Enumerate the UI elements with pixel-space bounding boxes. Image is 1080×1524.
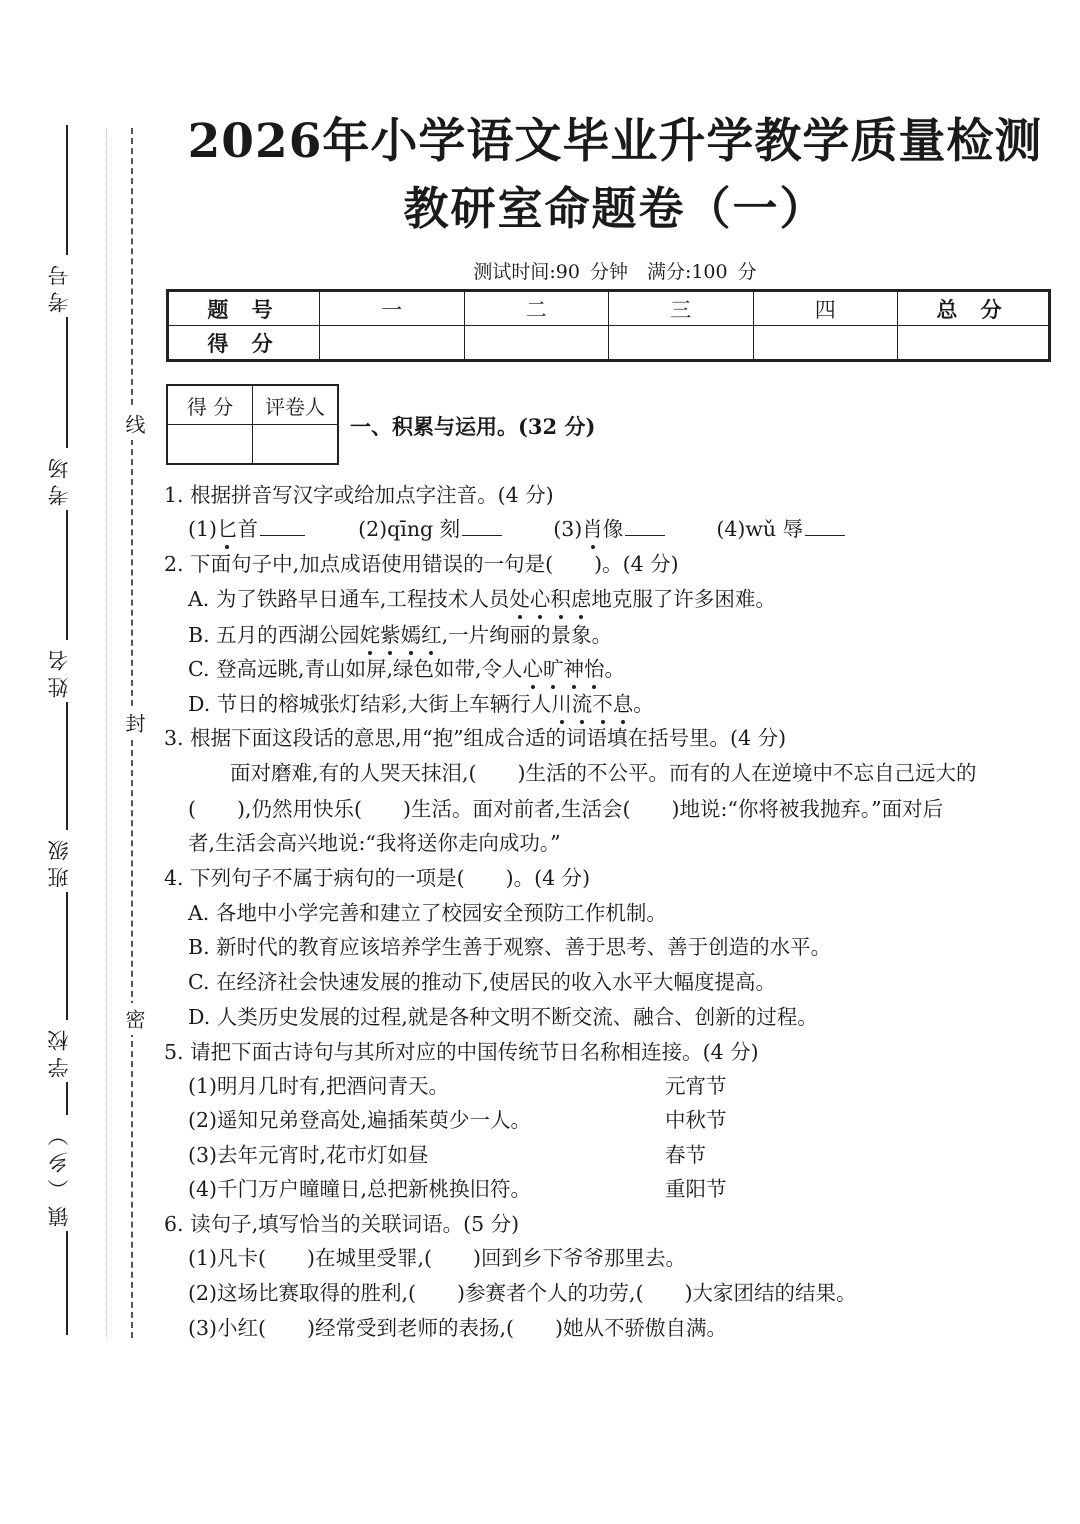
grader-score-label: 得 分 bbox=[167, 385, 253, 425]
answer-blank[interactable] bbox=[805, 534, 845, 536]
option-text: A. 为了铁路早日通车,工程技术人员 bbox=[188, 587, 510, 611]
score-cell-4: 四 bbox=[753, 291, 898, 326]
q5-festival-2[interactable]: 中秋节 bbox=[665, 1108, 727, 1132]
q1-item-b: (2)qīng 刻 bbox=[358, 517, 461, 541]
q1-item-a-prefix: (1) bbox=[188, 517, 218, 541]
option-text: D. 节日的榕城张灯结彩,大街上车辆行人 bbox=[188, 692, 552, 716]
dotted-character: 不 bbox=[592, 687, 613, 717]
q1-item-a-dotted: 匕 bbox=[217, 512, 238, 542]
score-input-1[interactable] bbox=[320, 326, 465, 361]
class-label: 班级 bbox=[44, 830, 74, 892]
question-4-stem: 4. 下列句子不属于病句的一项是( )。(4 分) bbox=[164, 866, 591, 890]
school-label: 学校 bbox=[44, 1020, 74, 1082]
option-text: C. 登高远眺,青山如屏,绿色如带,令人 bbox=[188, 657, 523, 681]
q3-paragraph-line-3: 者,生活会高兴地说:“我将送你走向成功。” bbox=[188, 831, 561, 855]
option-text: 。 bbox=[633, 692, 654, 716]
score-cell-label: 题 号 bbox=[168, 291, 320, 326]
q5-festival-4[interactable]: 重阳节 bbox=[665, 1177, 727, 1201]
dotted-character: 紫 bbox=[380, 618, 401, 648]
q5-festival-3[interactable]: 春节 bbox=[665, 1143, 706, 1167]
answer-blank[interactable] bbox=[260, 534, 305, 536]
question-5-stem: 5. 请把下面古诗句与其所对应的中国传统节日名称相连接。(4 分) bbox=[164, 1040, 759, 1064]
score-cell-2: 二 bbox=[464, 291, 609, 326]
q2-b-idiom bbox=[360, 623, 442, 647]
q1-item-c-suffix: 像 bbox=[602, 517, 624, 541]
town-label: 镇（乡） bbox=[44, 1115, 74, 1231]
grader-name-label: 评卷人 bbox=[253, 385, 339, 425]
dotted-character: 息 bbox=[613, 687, 634, 717]
dotted-character: 川 bbox=[551, 687, 572, 717]
q6-sentence-3: (3)小红( )经常受到老师的表扬,( )她从不骄傲自满。 bbox=[188, 1316, 728, 1340]
dotted-character: 怡 bbox=[584, 652, 605, 682]
grader-box bbox=[166, 384, 339, 465]
dotted-character: 神 bbox=[564, 652, 585, 682]
section-heading: 一、积累与运用。(32 分) bbox=[350, 414, 596, 439]
exam-info: 测试时间:90 分钟 满分:100 分 bbox=[473, 261, 757, 283]
dotted-character: 红 bbox=[421, 618, 442, 648]
q4-option-c: C. 在经济社会快速发展的推动下,使居民的收入水平大幅度提高。 bbox=[188, 970, 777, 994]
dotted-character: 心 bbox=[530, 582, 551, 612]
q6-sentence-1: (1)凡卡( )在城里受罪,( )回到乡下爷爷那里去。 bbox=[188, 1246, 687, 1270]
q2-a-idiom bbox=[509, 587, 591, 611]
question-1-stem: 1. 根据拼音写汉字或给加点字注音。(4 分) bbox=[164, 483, 554, 507]
option-text: B. 五月的西湖公园 bbox=[188, 623, 360, 647]
question-2-stem: 2. 下面句子中,加点成语使用错误的一句是( )。(4 分) bbox=[164, 552, 679, 576]
score-row-label: 得 分 bbox=[168, 326, 320, 361]
score-input-3[interactable] bbox=[609, 326, 754, 361]
question-1-items bbox=[188, 512, 845, 542]
q2-option-a bbox=[188, 582, 776, 612]
q1-item-c-prefix: (3) bbox=[553, 517, 583, 541]
dotted-character: 流 bbox=[572, 687, 593, 717]
binding-dotted-line bbox=[106, 128, 107, 1338]
q1-item-d: (4)wǔ 辱 bbox=[716, 517, 804, 541]
score-table-header-row bbox=[168, 291, 1050, 326]
q1-item-c-dotted: 肖 bbox=[582, 512, 603, 542]
q2-option-c bbox=[188, 652, 625, 682]
dotted-character: 心 bbox=[523, 652, 544, 682]
dotted-character: 虑 bbox=[571, 582, 592, 612]
q5-festival-1[interactable]: 元宵节 bbox=[665, 1074, 727, 1098]
q5-poem-2[interactable]: (2)遥知兄弟登高处,遍插茱萸少一人。 bbox=[188, 1108, 532, 1132]
dotted-character: 处 bbox=[509, 582, 530, 612]
answer-blank[interactable] bbox=[462, 534, 502, 536]
q4-option-b: B. 新时代的教育应该培养学生善于观察、善于思考、善于创造的水平。 bbox=[188, 935, 832, 959]
q5-poem-4[interactable]: (4)千门万户曈曈日,总把新桃换旧符。 bbox=[188, 1177, 532, 1201]
dotted-character: 积 bbox=[550, 582, 571, 612]
dotted-character: 旷 bbox=[543, 652, 564, 682]
option-text: ,一片绚丽的景象。 bbox=[441, 623, 613, 647]
seal-mark-seal: 封 bbox=[120, 707, 149, 739]
score-input-total[interactable] bbox=[898, 326, 1050, 361]
dotted-character: 嫣 bbox=[401, 618, 422, 648]
q4-option-a: A. 各地中小学完善和建立了校园安全预防工作机制。 bbox=[188, 901, 667, 925]
exam-title: 2026年小学语文毕业升学教学质量检测 bbox=[187, 114, 1043, 169]
q1-item-a-suffix: 首 bbox=[237, 517, 259, 541]
q3-paragraph-line-1: 面对磨难,有的人哭天抹泪,( )生活的不公平。而有的人在逆境中不忘自己远大的 bbox=[230, 761, 977, 785]
q2-d-idiom bbox=[551, 692, 633, 716]
answer-blank[interactable] bbox=[625, 534, 665, 536]
question-3-stem: 3. 根据下面这段话的意思,用“抱”组成合适的词语填在括号里。(4 分) bbox=[164, 726, 787, 750]
seal-mark-secret: 密 bbox=[120, 1003, 149, 1035]
question-6-stem: 6. 读句子,填写恰当的关联词语。(5 分) bbox=[164, 1212, 520, 1236]
q6-sentence-2: (2)这场比赛取得的胜利,( )参赛者个人的功劳,( )大家团结的结果。 bbox=[188, 1281, 857, 1305]
exam-subtitle: 教研室命题卷（一） bbox=[403, 182, 827, 235]
option-text: 地克服了许多困难。 bbox=[591, 587, 776, 611]
score-table-score-row bbox=[168, 326, 1050, 361]
q5-poem-3[interactable]: (3)去年元宵时,花市灯如昼 bbox=[188, 1143, 429, 1167]
q2-option-b bbox=[188, 618, 612, 648]
q3-paragraph-line-2: ( ),仍然用快乐( )生活。面对前者,生活会( )地说:“你将被我抛弃。”面对后 bbox=[188, 797, 944, 821]
score-cell-1: 一 bbox=[320, 291, 465, 326]
score-input-2[interactable] bbox=[464, 326, 609, 361]
q5-poem-1[interactable]: (1)明月几时有,把酒问青天。 bbox=[188, 1074, 450, 1098]
q2-c-idiom bbox=[523, 657, 605, 681]
grader-score-input[interactable] bbox=[167, 425, 253, 465]
score-cell-total: 总 分 bbox=[898, 291, 1050, 326]
seal-mark-line: 线 bbox=[120, 408, 149, 440]
grader-name-input[interactable] bbox=[253, 425, 339, 465]
exam-number-label: 考号 bbox=[44, 255, 74, 317]
score-cell-3: 三 bbox=[609, 291, 754, 326]
q4-option-d: D. 人类历史发展的过程,就是各种文明不断交流、融合、创新的过程。 bbox=[188, 1005, 818, 1029]
score-table bbox=[166, 289, 1051, 362]
option-text: 。 bbox=[604, 657, 626, 681]
q2-option-d bbox=[188, 687, 654, 717]
exam-room-label: 考场 bbox=[44, 448, 74, 510]
name-label: 姓名 bbox=[44, 640, 74, 702]
dotted-character: 姹 bbox=[360, 618, 381, 648]
score-input-4[interactable] bbox=[753, 326, 898, 361]
